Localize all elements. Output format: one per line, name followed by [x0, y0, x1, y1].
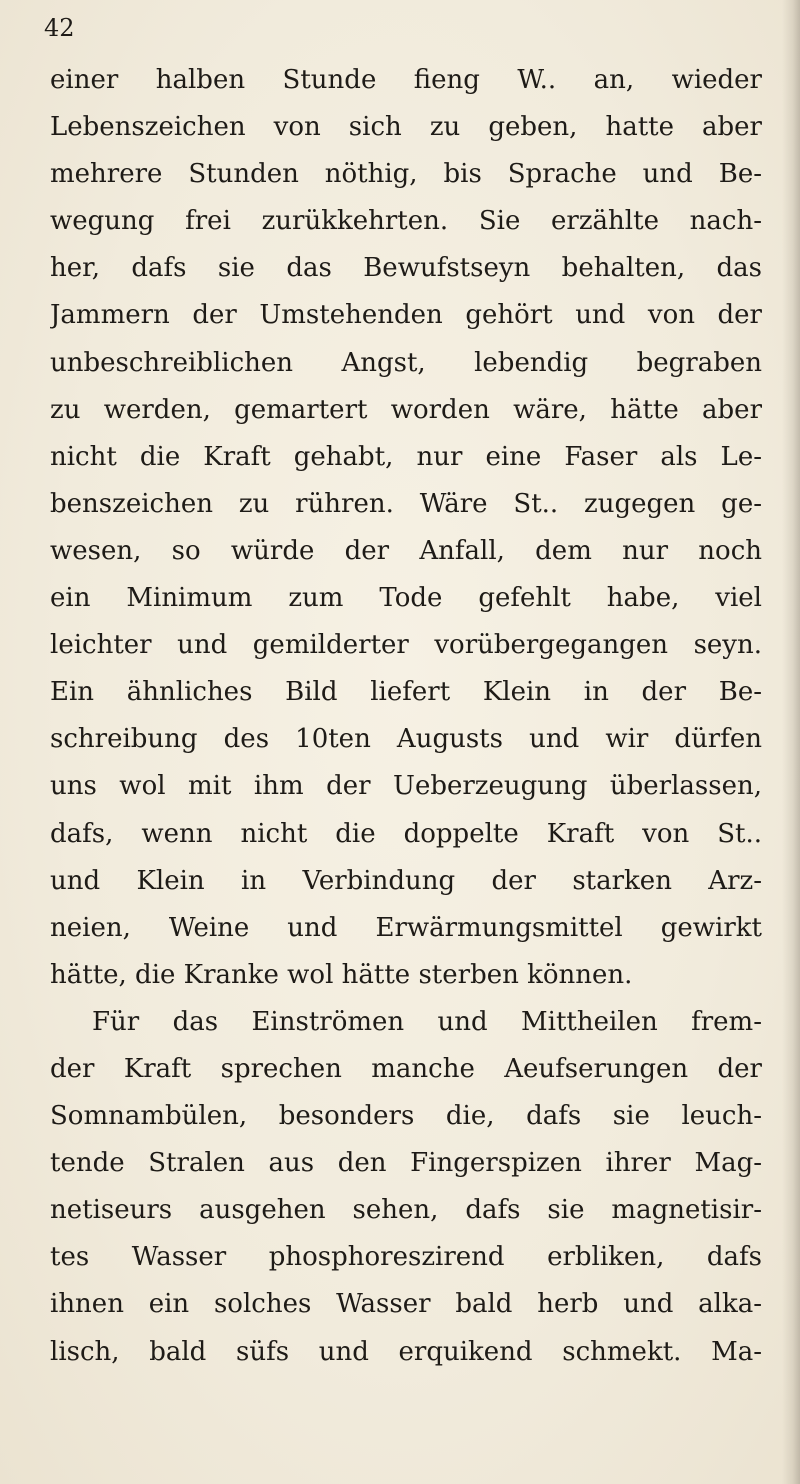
- text-line: Somnambülen, besonders die, dafs sie leuch-: [50, 1101, 762, 1132]
- text-line: dafs, wenn nicht die doppelte Kraft von St..: [50, 818, 762, 849]
- text-line: zu werden, gemartert worden wäre, hätte aber: [50, 394, 762, 425]
- text-line: nicht die Kraft gehabt, nur eine Faser als Le-: [50, 441, 762, 472]
- text-line: tende Stralen aus den Fingerspizen ihrer Mag-: [50, 1148, 762, 1179]
- text-line: ein Minimum zum Tode gefehlt habe, viel: [50, 583, 762, 614]
- text-line: der Kraft sprechen manche Aeufserungen der: [50, 1053, 762, 1084]
- text-line: her, dafs sie das Bewufstseyn behalten, das: [50, 253, 762, 284]
- text-line: Für das Einströmen und Mittheilen frem-: [92, 1006, 762, 1037]
- text-line: lisch, bald süfs und erquikend schmekt. Ma-: [50, 1336, 762, 1367]
- text-line: tes Wasser phosphoreszirend erbliken, dafs: [50, 1242, 762, 1273]
- text-line: neien, Weine und Erwärmungsmittel gewirkt: [50, 912, 762, 943]
- text-line: und Klein in Verbindung der starken Arz-: [50, 865, 762, 896]
- text-line: schreibung des 10ten Augusts und wir dürfen: [50, 724, 762, 755]
- page-edge-shadow: [782, 0, 800, 1484]
- text-line: unbeschreiblichen Angst, lebendig begraben: [50, 347, 762, 378]
- text-line: uns wol mit ihm der Ueberzeugung überlassen,: [50, 771, 762, 802]
- text-line: wesen, so würde der Anfall, dem nur noch: [50, 535, 762, 566]
- text-line: Lebenszeichen von sich zu geben, hatte aber: [50, 112, 762, 143]
- text-line: leichter und gemilderter vorübergegangen seyn.: [50, 630, 762, 661]
- body-text: [50, 57, 762, 1376]
- text-line: ihnen ein solches Wasser bald herb und alka-: [50, 1289, 762, 1320]
- text-line: Ein ähnliches Bild liefert Klein in der Be-: [50, 677, 762, 708]
- text-line: netiseurs ausgehen sehen, dafs sie magnetisir-: [50, 1195, 762, 1226]
- text-line: mehrere Stunden nöthig, bis Sprache und Be-: [50, 159, 762, 190]
- text-line: benszeichen zu rühren. Wäre St.. zugegen ge-: [50, 488, 762, 519]
- page-number: 42: [44, 14, 75, 42]
- text-line: einer halben Stunde fieng W.. an, wieder: [50, 65, 762, 95]
- text-line: wegung frei zurükkehrten. Sie erzählte nach-: [50, 206, 762, 237]
- text-line: hätte, die Kranke wol hätte sterben können.: [50, 959, 633, 990]
- text-line: Jammern der Umstehenden gehört und von der: [50, 300, 762, 331]
